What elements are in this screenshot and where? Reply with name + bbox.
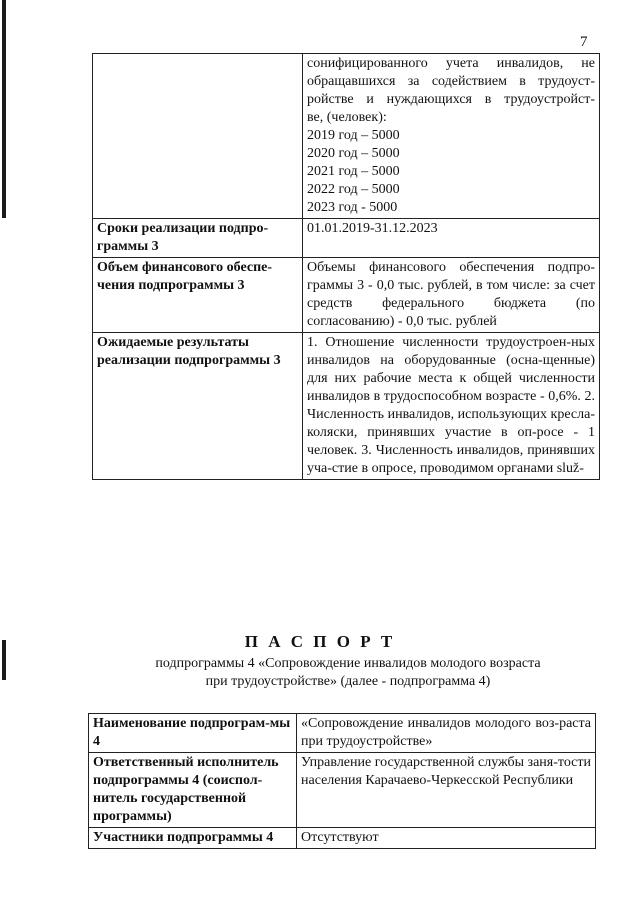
text-line: ве, (человек): (307, 110, 387, 125)
row-label: Ответственный исполнитель подпрограммы 4 (соиспол-нитель государственной программы) (89, 753, 297, 828)
table-row (89, 753, 596, 828)
row-value: 1. Отношение численности трудоустроен-ных инвалидов на оборудованные (осна-щенные) для них рабочие места к общей численности инвалидов в трудоспособном возрасте - 0,6%. 2. Численность инвалидов, использующих кресла-коляски, принявших участие в оп-росе - 1 человек. 3. Численность инвалидов, принявших уча-стие в опросе, проводимом органами služ- (303, 333, 600, 480)
row-label-empty (93, 54, 303, 219)
row-value: «Сопровождение инвалидов молодого воз-раста при трудоустройстве» (297, 714, 596, 753)
text-line: 2023 год - 5000 (307, 200, 398, 215)
table-row (93, 219, 600, 258)
text-line: сонифицированного учета инвалидов, не (307, 56, 595, 71)
table-row (89, 714, 596, 753)
text-line: 2022 год – 5000 (307, 182, 400, 197)
subprogram-3-passport-table (92, 53, 600, 480)
text-line: 2021 год – 5000 (307, 164, 400, 179)
text-line: обращавшихся за содействием в трудоуст- (307, 74, 595, 89)
row-label: Сроки реализации подпро-граммы 3 (93, 219, 303, 258)
row-label: Объем финансового обеспе-чения подпрограммы 3 (93, 258, 303, 333)
row-label: Ожидаемые результаты реализации подпрограммы 3 (93, 333, 303, 480)
passport-subtitle: при трудоустройстве» (далее - подпрограмма 4) (205, 674, 491, 689)
table-row (89, 828, 596, 849)
text-line: ройстве и нуждающихся в трудоустройст- (307, 92, 595, 107)
table-row (93, 54, 600, 219)
table-row (93, 258, 600, 333)
passport-subtitle: подпрограммы 4 «Сопровождение инвалидов молодого возраста (155, 656, 541, 671)
row-label: Участники подпрограммы 4 (89, 828, 297, 849)
subprogram-4-passport-table (88, 713, 596, 849)
row-value: 01.01.2019-31.12.2023 (303, 219, 600, 258)
row-value: Отсутствуют (297, 828, 596, 849)
row-label: Наименование подпрограм-мы 4 (89, 714, 297, 753)
row-value-continuation (303, 54, 600, 219)
scan-edge-mark (2, 0, 6, 218)
row-value: Управление государственной службы заня-тости населения Карачаево-Черкесской Республики (297, 753, 596, 828)
text-line: 2019 год – 5000 (307, 128, 400, 143)
page-number: 7 (580, 34, 588, 50)
text-line: 2020 год – 5000 (307, 146, 400, 161)
passport-title: П А С П О Р Т (244, 632, 396, 651)
row-value: Объемы финансового обеспечения подпро-граммы 3 - 0,0 тыс. рублей, в том числе: за счет средств федерального бюджета (по согласованию) - 0,0 тыс. рублей (303, 258, 600, 333)
table-row (93, 333, 600, 480)
